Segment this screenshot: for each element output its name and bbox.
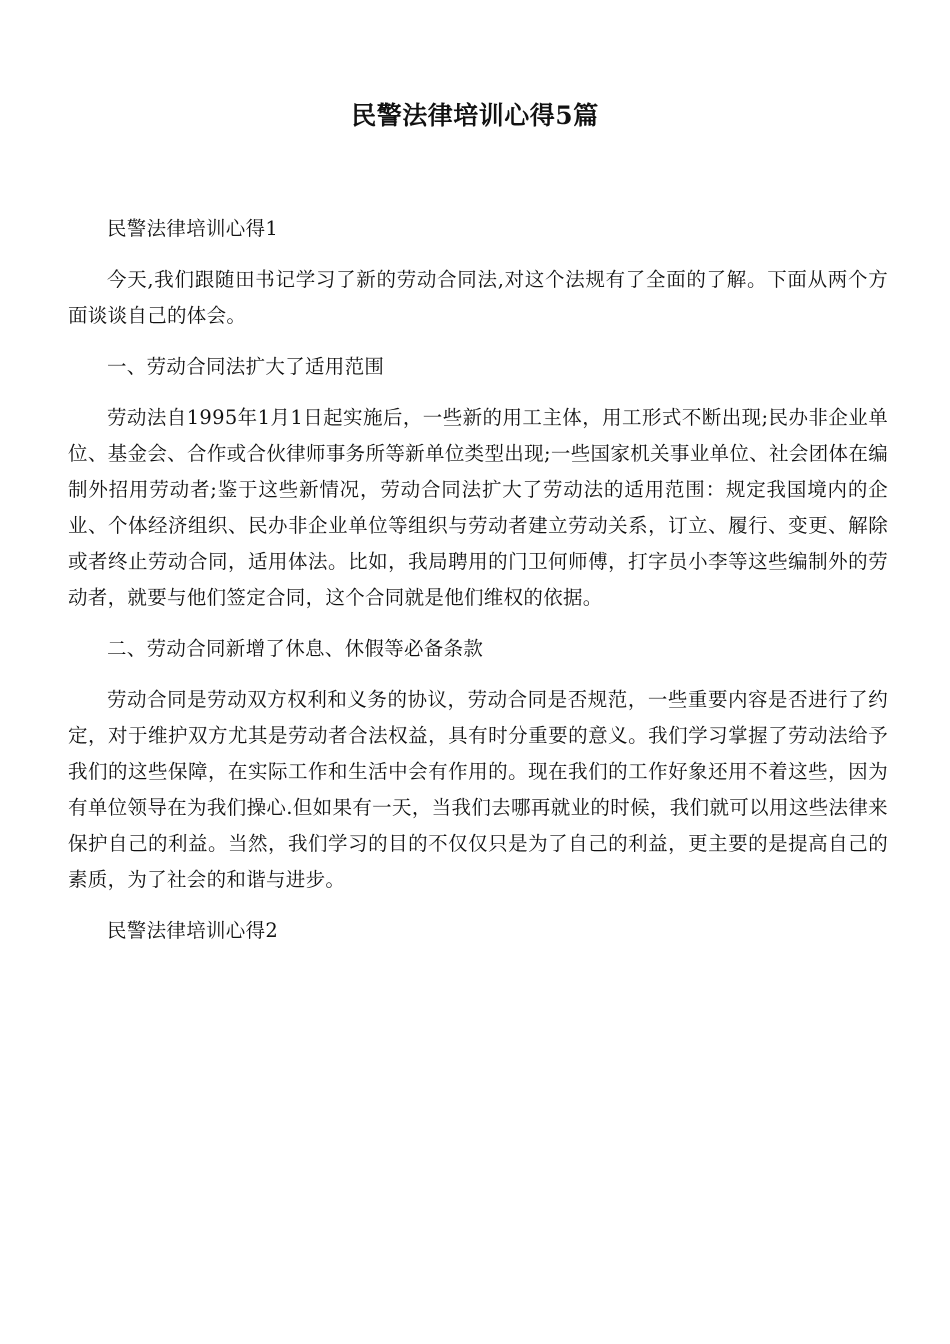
document-body <box>68 211 888 964</box>
section-heading-1: 民警法律培训心得1 <box>107 217 279 240</box>
body-paragraph: 今天,我们跟随田书记学习了新的劳动合同法,对这个法规有了全面的了解。下面从两个方面谈谈自己的体会。 <box>68 268 888 327</box>
body-paragraph: 劳动法自1995年1月1日起实施后，一些新的用工主体，用工形式不断出现;民办非企业单位、基金会、合作或合伙律师事务所等新单位类型出现;一些国家机关事业单位、社会团体在编制外招用劳动者;鉴于这些新情况，劳动合同法扩大了劳动法的适用范围：规定我国境内的企业、个体经济组织、民办非企业单位等组织与劳动者建立劳动关系，订立、履行、变更、解除或者终止劳动合同，适用体法。比如，我局聘用的门卫何师傅，打字员小李等这些编制外的劳动者，就要与他们签定合同，这个合同就是他们维权的依据。 <box>68 406 888 609</box>
body-paragraph: 劳动合同是劳动双方权利和义务的协议，劳动合同是否规范，一些重要内容是否进行了约定，对于维护双方尤其是劳动者合法权益，具有时分重要的意义。我们学习掌握了劳动法给予我们的这些保障，在实际工作和生活中会有作用的。现在我们的工作好象还用不着这些，因为有单位领导在为我们操心.但如果有一天，当我们去哪再就业的时候，我们就可以用这些法律来保护自己的利益。当然，我们学习的目的不仅仅只是为了自己的利益，更主要的是提高自己的素质，为了社会的和谐与进步。 <box>68 688 888 891</box>
document-title: 民警法律培训心得5篇 <box>351 101 599 130</box>
section-heading-2: 民警法律培训心得2 <box>107 919 279 942</box>
subsection-heading-2: 二、劳动合同新增了休息、休假等必备条款 <box>107 637 484 660</box>
subsection-heading-1: 一、劳动合同法扩大了适用范围 <box>107 355 385 378</box>
